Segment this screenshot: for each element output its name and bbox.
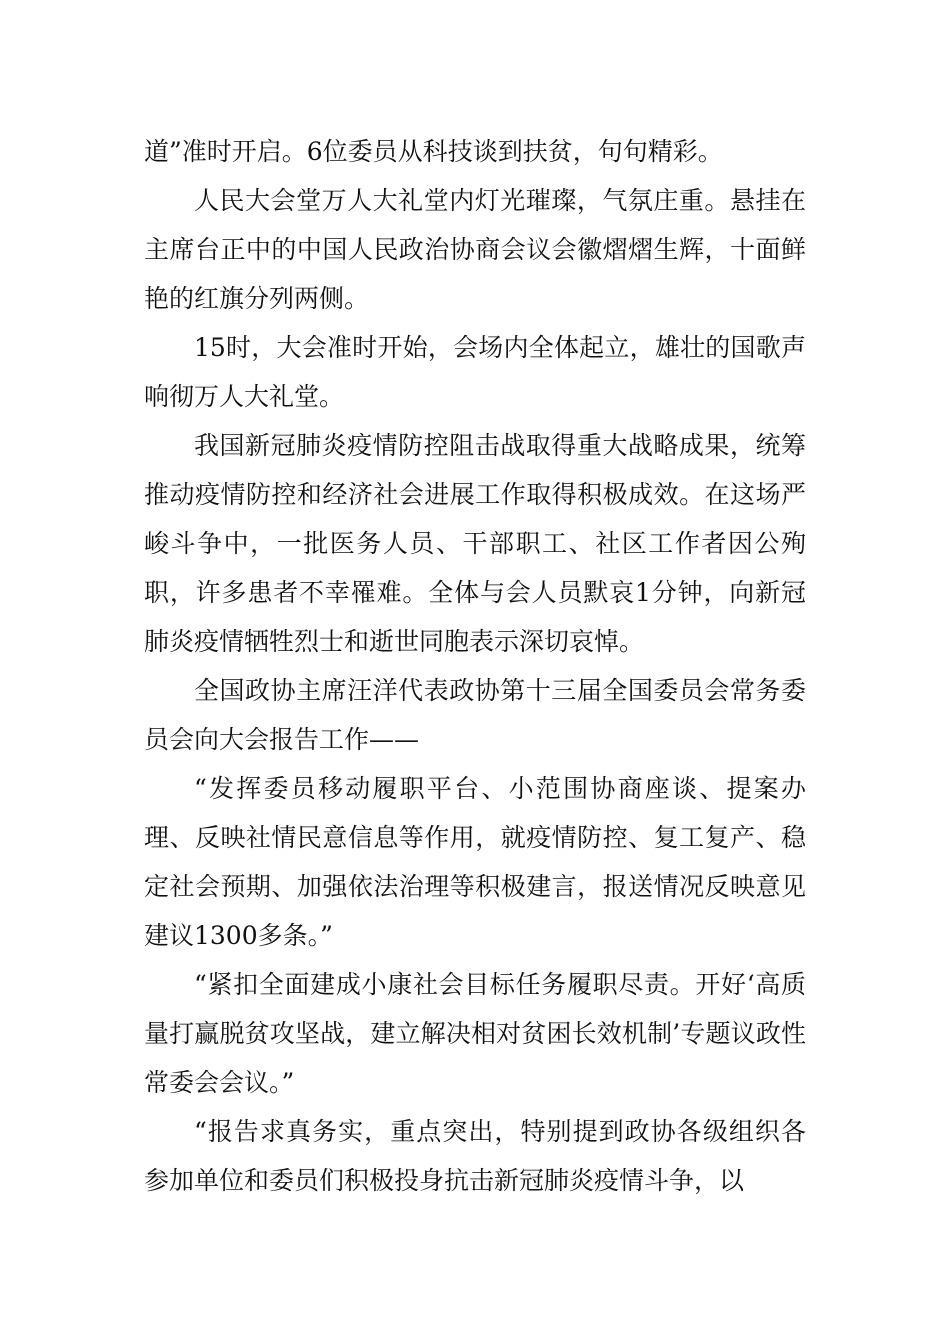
paragraph: 人民大会堂万人大礼堂内灯光璀璨，气氛庄重。悬挂在主席台正中的中国人民政治协商会议会徽熠熠生辉，十面鲜艳的红旗分列两侧。 <box>144 186 806 313</box>
paragraph: “紧扣全面建成小康社会目标任务履职尽责。开好‘高质量打赢脱贫攻坚战，建立解决相对贫困长效机制’专题议政性常委会会议。” <box>144 970 806 1097</box>
paragraph: “报告求真务实，重点突出，特别提到政协各级组织各参加单位和委员们积极投身抗击新冠肺炎疫情斗争，以 <box>144 1117 806 1195</box>
document-body <box>144 127 806 1205</box>
paragraph: 我国新冠肺炎疫情防控阻击战取得重大战略成果，统筹推动疫情防控和经济社会进展工作取得积极成效。在这场严峻斗争中，一批医务人员、干部职工、社区工作者因公殉职，许多患者不幸罹难。全体与会人员默哀1分钟，向新冠肺炎疫情牺牲烈士和逝世同胞表示深切哀悼。 <box>144 431 806 656</box>
paragraph: 全国政协主席汪洋代表政协第十三届全国委员会常务委员会向大会报告工作—— <box>144 676 806 754</box>
paragraph: “发挥委员移动履职平台、小范围协商座谈、提案办理、反映社情民意信息等作用，就疫情防控、复工复产、稳定社会预期、加强依法治理等积极建言，报送情况反映意见建议1300多条。” <box>144 774 806 950</box>
paragraph: 道”准时开启。6位委员从科技谈到扶贫，句句精彩。 <box>144 137 723 166</box>
paragraph: 15时，大会准时开始，会场内全体起立，雄壮的国歌声响彻万人大礼堂。 <box>144 333 806 411</box>
